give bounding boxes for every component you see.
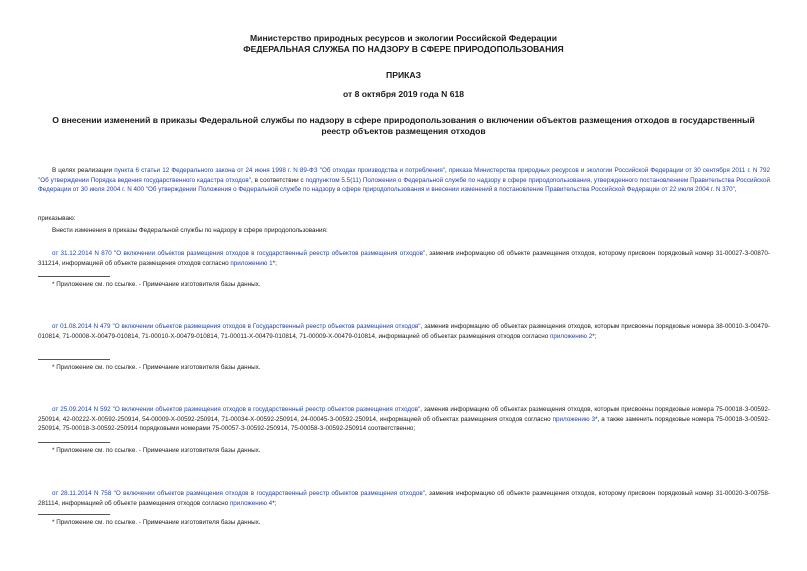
footnote-separator — [38, 359, 110, 360]
preamble-text-1: В целях реализации — [52, 167, 115, 174]
footnote-separator — [38, 442, 110, 443]
preamble-text-4: , — [734, 186, 737, 194]
service-name: ФЕДЕРАЛЬНАЯ СЛУЖБА ПО НАДЗОРУ В СФЕРЕ ПРИРОДОПОЛЬЗОВАНИЯ — [243, 44, 564, 54]
order-479-link[interactable]: от 01.08.2014 N 479 "О включении объектов размещения отходов в Государственный реестр объектов размещения отходов" — [52, 323, 421, 330]
item-tail: *; — [272, 499, 277, 507]
amendment-item — [38, 489, 770, 508]
footnote-text: * Приложение см. по ссылке. - Примечание изготовителя базы данных. — [52, 519, 261, 526]
order-758-link[interactable]: от 28.11.2014 N 758 "О включении объектов размещения отходов в государственный реестр объектов размещения отходов" — [52, 490, 425, 497]
appendix-1-link[interactable]: приложению 1 — [230, 259, 273, 267]
document-title: О внесении изменений в приказы Федеральной службы по надзору в сфере природопользования о включении объектов размещения отходов в государственный реестр объектов размещения отходов — [52, 115, 755, 136]
document-date-number: от 8 октября 2019 года N 618 — [342, 89, 465, 99]
item-text: , заменив информацию об объектах размещения отходов, которым присвоены порядковые номера 75-00018-З-00592-250914, 42-00222-Х-00592-250914, 54-00009-Х-00592-250914, 71-00034-Х-00592-250914, 24-00045-З-00592-250914, информацией об объектах размещения отходов согласно — [38, 406, 770, 423]
item-tail: *; — [592, 332, 597, 340]
ministry-name: Министерство природных ресурсов и экологии Российской Федерации — [250, 33, 557, 43]
footnote-text: * Приложение см. по ссылке. - Примечание изготовителя базы данных. — [52, 447, 261, 454]
law-89fz-link[interactable]: пункта 6 статьи 12 Федерального закона от 24 июня 1998 г. N 89-ФЗ "Об отходах производства и потребления" — [114, 167, 446, 174]
footnote-separator — [38, 514, 110, 515]
item-text: , заменив информацию об объекте размещения отходов, которому присвоен порядковый номер 31-00020-З-00758-281114, информацией об объекте размещения отходов согласно — [38, 490, 770, 507]
footnote-separator — [38, 276, 110, 277]
order-870-link[interactable]: от 31.12.2014 N 870 "О включении объектов размещения отходов в государственный реестр объектов размещения отходов" — [52, 250, 426, 257]
document-type: ПРИКАЗ — [386, 70, 421, 80]
order-592-link[interactable]: от 25.09.2014 N 592 "О включении объектов размещения отходов в государственный реестр объектов размещения отходов" — [52, 406, 421, 413]
amendment-item — [38, 405, 770, 434]
footnote-text: * Приложение см. по ссылке. - Примечание изготовителя базы данных. — [52, 364, 261, 371]
item-text: , заменив информацию об объектах размещения отходов, которым присвоены порядковые номера 38-00010-З-00479-010814, 71-00008-Х-00479-010814, 71-00010-Х-00479-010814, 71-00011-Х-00479-010814, 71-00009-Х-00479-010814, информацией об объектах размещения отходов согласно — [38, 323, 770, 340]
preamble-paragraph — [38, 166, 770, 195]
prikazyvayu-text: приказываю: — [38, 215, 76, 222]
appendix-3-link[interactable]: приложению 3 — [552, 415, 596, 423]
amendment-item — [38, 322, 770, 341]
appendix-2-link[interactable]: приложению 2 — [549, 332, 593, 340]
preamble-text-2: , — [445, 167, 449, 174]
item-tail: *, а также заменить порядковые номера 75-00018-З-00592-250914, 75-00018-З-00592-250914 порядковыми номерами 75-00057-З-00592-250914, 75-00058-З-00592-250914 соответственно; — [38, 415, 771, 433]
intro-text: Внести изменения в приказы Федеральной службы по надзору в сфере природопользования: — [52, 227, 328, 234]
order-792-link[interactable]: приказа Министерства природных ресурсов и экологии Российской Федерации от 30 сентября 2011 г. N 792 "Об утверждении Порядка ведения государственного кадастра отходов" — [38, 167, 770, 184]
item-text: , заменив информацию об объекте размещения отходов, которому присвоен порядковый номер 31-00027-З-00870-311214, информацией об объекте размещения отходов согласно — [38, 250, 770, 267]
regulation-400-link[interactable]: подпунктом 5.5(11) Положения о Федеральной службе по надзору в сфере природопользования, утвержденного постановлением Правительства Российской Федерации от 30 июля 2004 г. N 400 "Об утверждении Положения о Федеральной службе по надзору в сфере природопользования и внесении изменений в постановление Правительства Российской Федерации от 22 июля 2004 г. N 370" — [38, 176, 770, 194]
item-tail: *; — [272, 259, 277, 267]
amendment-item — [38, 249, 770, 268]
footnote-text: * Приложение см. по ссылке. - Примечание изготовителя базы данных. — [52, 281, 261, 288]
preamble-text-3: , в соответствии с — [250, 176, 306, 184]
appendix-4-link[interactable]: приложению 4 — [229, 499, 273, 507]
